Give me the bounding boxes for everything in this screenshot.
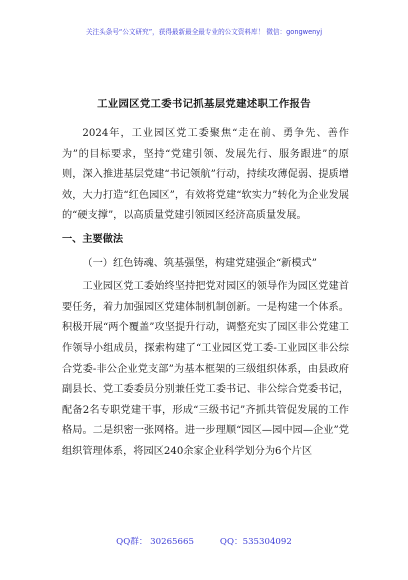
document-title: 工业园区党工委书记抓基层党建述职工作报告	[97, 98, 311, 110]
qq-group-number: QQ群： 30265665	[116, 537, 194, 547]
qq-number: QQ：535304092	[219, 537, 292, 547]
document-body	[62, 124, 349, 463]
header-notice: 关注头条号“公文研究”，获得最新最全最专业的公文资料库！ 微信：gongwenyj	[85, 28, 323, 36]
intro-paragraph: 2024年，工业园区党工委聚焦“走在前、勇争先、善作为”的目标要求，坚持“党建引领、发展先行、服务跟进”的原则，深入推进基层党建“书记领航”行动，持续攻薄促弱、提质增效，大力打造“红色园区”，有效将党建“软实力”转化为企业发展的“硬支撑”，以高质量党建引领园区经济高质量发展。	[62, 128, 349, 222]
section-heading: 一、主要做法	[62, 233, 124, 245]
body-paragraph: 工业园区党工委始终坚持把党对园区的领导作为园区党建首要任务，着力加强园区党建体制机制创新。一是构建一个体系。积极开展“两个覆盖”攻坚提升行动，调整充实了园区非公党建工作领导小组成员，探索构建了“工业园区党工委-工业园区非公综合党委-非公企业党支部”为基本框架的三级组织体系，由县政府副县长、党工委委员分别兼任党工委书记、非公综合党委书记，配备2名专职党建干事，形成“三级书记”齐抓共管促发展的工作格局。二是织密一张网格。进一步理顺“园区—园中园—企业”党组织管理体系，将园区240余家企业科学划分为6个片区	[62, 281, 349, 457]
footer-contact	[0, 535, 408, 547]
subsection-heading: （一）红色铸魂、筑基强堡，构建党建强企“新模式”	[82, 257, 317, 269]
